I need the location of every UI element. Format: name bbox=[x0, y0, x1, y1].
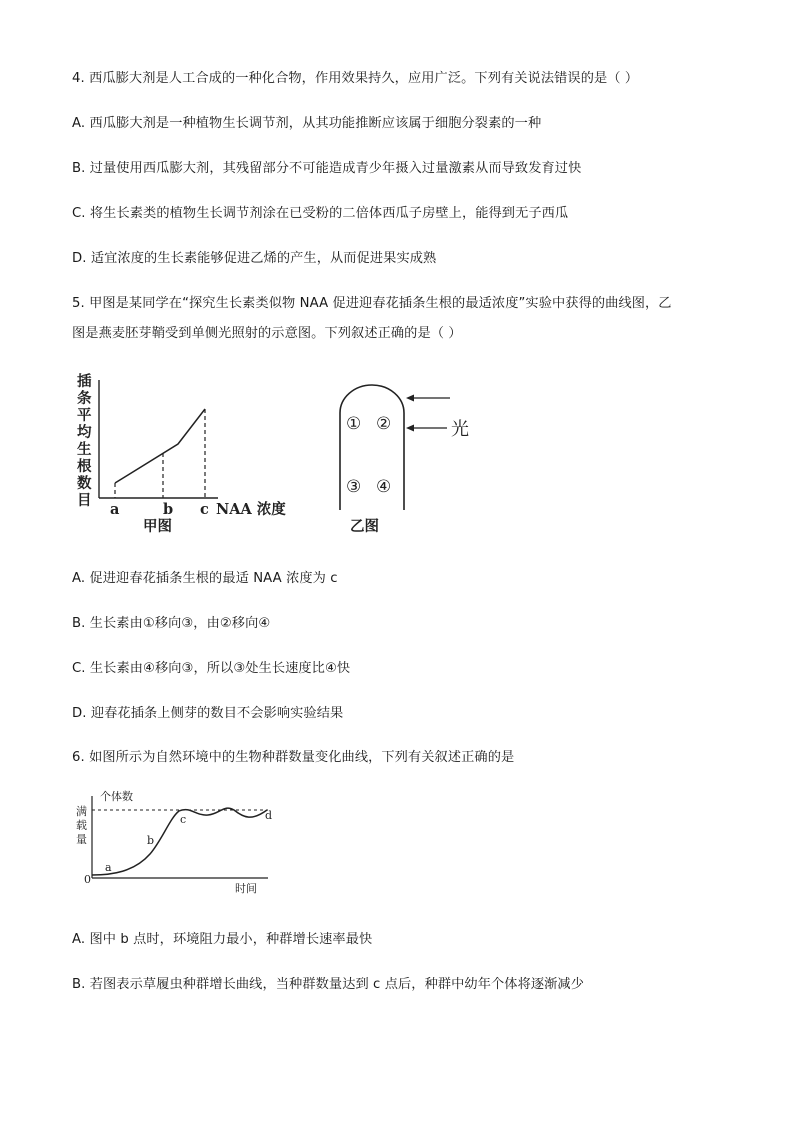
capacity-char: 载 bbox=[76, 819, 87, 832]
fig-yi-caption: 乙图 bbox=[350, 518, 379, 535]
fig-jia-ylabel-char: 目 bbox=[77, 492, 92, 509]
q4-option-c: C. 将生长素类的植物生长调节剂涂在已受粉的二倍体西瓜子房壁上，能得到无子西瓜 bbox=[72, 206, 569, 221]
arrow-head-icon bbox=[406, 425, 414, 432]
arrow-head-icon bbox=[406, 395, 414, 402]
fig-jia-ylabel-char: 条 bbox=[77, 390, 92, 407]
position-4-label: ④ bbox=[376, 477, 392, 497]
q6-stem: 6. 如图所示为自然环境中的生物种群数量变化曲线，下列有关叙述正确的是 bbox=[72, 750, 515, 765]
q5-option-c: C. 生长素由④移向③，所以③处生长速度比④快 bbox=[72, 661, 351, 676]
point-c-label: c bbox=[180, 813, 187, 826]
q5-option-b: B. 生长素由①移向③，由②移向④ bbox=[72, 616, 271, 631]
q4-stem: 4. 西瓜膨大剂是人工合成的一种化合物，作用效果持久，应用广泛。下列有关说法错误的是（ ） bbox=[72, 71, 639, 86]
figure-jia bbox=[72, 368, 302, 538]
fig-jia-ylabel-char: 生 bbox=[77, 441, 92, 458]
position-2-label: ② bbox=[376, 414, 392, 434]
position-1-label: ① bbox=[346, 414, 362, 434]
pop-origin: 0 bbox=[84, 873, 91, 886]
q5-option-d: D. 迎春花插条上侧芽的数目不会影响实验结果 bbox=[72, 706, 344, 721]
fig-jia-ylabel-char: 插 bbox=[77, 373, 92, 390]
figure-population bbox=[72, 788, 282, 900]
point-a-label: a bbox=[105, 861, 112, 874]
fig-jia-xlabel: NAA 浓度 bbox=[216, 501, 286, 518]
q4-option-d: D. 适宜浓度的生长素能够促进乙烯的产生，从而促进果实成熟 bbox=[72, 251, 437, 266]
pop-xlabel: 时间 bbox=[235, 882, 257, 895]
position-3-label: ③ bbox=[346, 477, 362, 497]
fig-jia-ylabel-char: 数 bbox=[77, 475, 92, 492]
fig-jia-ylabel-char: 均 bbox=[77, 424, 92, 441]
fig-jia-ylabel-char: 根 bbox=[77, 458, 92, 475]
q4-option-b: B. 过量使用西瓜膨大剂，其残留部分不可能造成青少年摄入过量激素从而导致发育过快 bbox=[72, 161, 582, 176]
fig-jia-tick-c: c bbox=[200, 501, 209, 518]
light-label: 光 bbox=[451, 419, 469, 440]
point-b-label: b bbox=[147, 834, 155, 847]
capacity-char: 量 bbox=[76, 833, 87, 846]
fig-jia-tick-a: a bbox=[110, 501, 120, 518]
q5-stem-line2: 图是燕麦胚芽鞘受到单侧光照射的示意图。下列叙述正确的是（ ） bbox=[72, 326, 462, 341]
q6-option-a: A. 图中 b 点时，环境阻力最小，种群增长速率最快 bbox=[72, 932, 373, 947]
point-d-label: d bbox=[265, 809, 273, 822]
pop-ylabel: 个体数 bbox=[100, 790, 133, 803]
q6-option-b: B. 若图表示草履虫种群增长曲线，当种群数量达到 c 点后，种群中幼年个体将逐渐减少 bbox=[72, 977, 585, 992]
q4-option-a: A. 西瓜膨大剂是一种植物生长调节剂，从其功能推断应该属于细胞分裂素的一种 bbox=[72, 116, 542, 131]
capacity-char: 满 bbox=[76, 805, 87, 818]
figure-yi bbox=[330, 375, 480, 537]
fig-jia-ylabel-char: 平 bbox=[77, 407, 92, 424]
fig-jia-caption: 甲图 bbox=[143, 518, 172, 535]
q5-option-a: A. 促进迎春花插条生根的最适 NAA 浓度为 c bbox=[72, 571, 338, 586]
fig-jia-curve bbox=[115, 409, 205, 483]
fig-jia-tick-b: b bbox=[163, 501, 174, 518]
q5-stem-line1: 5. 甲图是某同学在“探究生长素类似物 NAA 促进迎春花插条生根的最适浓度”实验中获得的曲线图，乙 bbox=[72, 296, 672, 311]
